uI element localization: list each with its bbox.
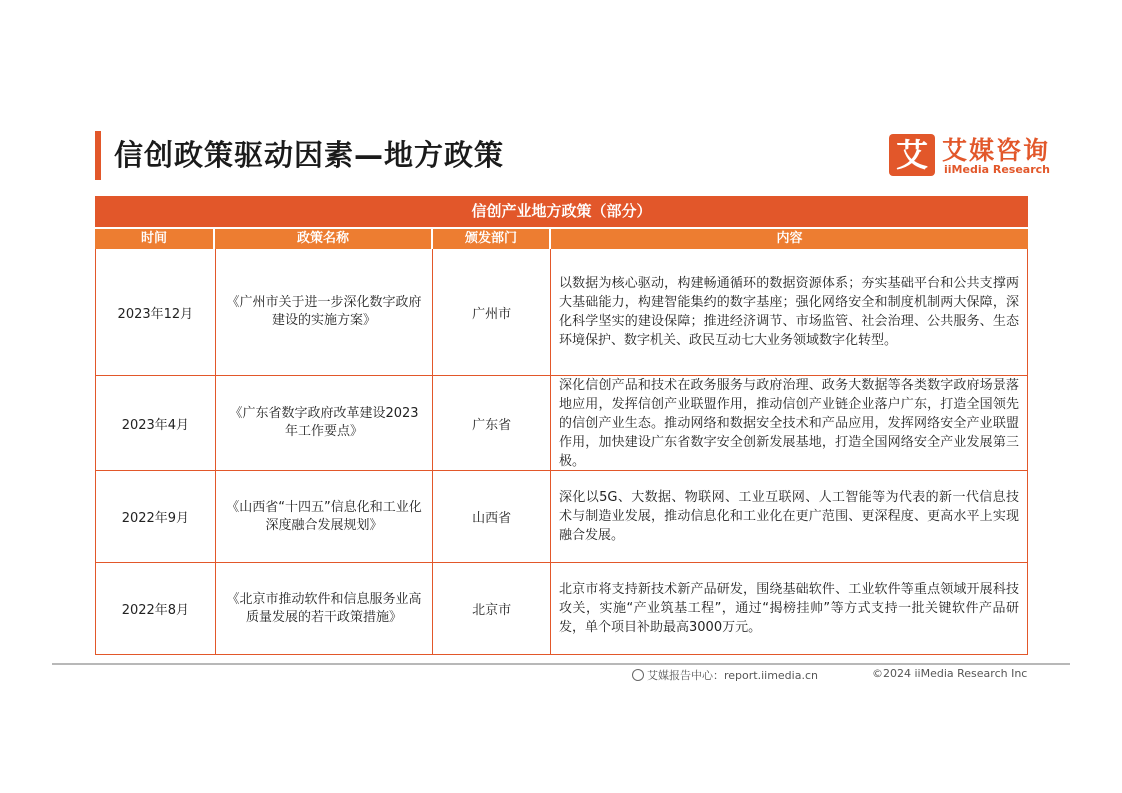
- header-department: 颁发部门: [433, 229, 551, 249]
- row-department: 广东省: [433, 376, 551, 470]
- row-policy-name: 《山西省“十四五”信息化和工业化深度融合发展规划》: [216, 471, 434, 562]
- row-content: 深化以5G、大数据、物联网、工业互联网、人工智能等为代表的新一代信息技术与制造业发展，推动信息化和工业化在更广范围、更深程度、更高水平上实现融合发展。: [559, 490, 1019, 543]
- footer-divider: [52, 663, 1070, 665]
- footer-source-text: 艾媒报告中心：report.iimedia.cn: [647, 669, 818, 682]
- title-accent-bar: [95, 131, 101, 180]
- page-title: 信创政策驱动因素—地方政策: [114, 138, 505, 172]
- table-body: [95, 249, 1028, 655]
- table-title: 信创产业地方政策（部分）: [95, 196, 1028, 227]
- row-content: 深化信创产品和技术在政务服务与政府治理、政务大数据等各类数字政府场景落地应用，发挥信创产业联盟作用，推动信创产业链企业落户广东，打造全国领先的信创产业生态。推动网络和数据安全技术和产品应用，发挥网络安全产业联盟作用，加快建设广东省数字安全创新发展基地，打造全国网络安全产业发展第三极。: [559, 377, 1019, 469]
- logo-mark: 艾: [889, 134, 935, 176]
- table-header-row: [95, 229, 1028, 249]
- row-department: 山西省: [433, 471, 551, 562]
- policy-table: [95, 196, 1028, 655]
- row-content: 北京市将支持新技术新产品研发，围绕基础软件、工业软件等重点领域开展科技攻关，实施“产业筑基工程”，通过“揭榜挂帅”等方式支持一批关键软件产品研发，单个项目补助最高3000万元。: [559, 582, 1019, 635]
- row-department: 广州市: [433, 249, 551, 375]
- logo-name-cn: 艾媒咨询: [942, 136, 1051, 165]
- row-policy-name: 《北京市推动软件和信息服务业高质量发展的若干政策措施》: [216, 563, 434, 654]
- report-center-icon: [632, 669, 644, 681]
- row-date: 2022年8月: [96, 563, 216, 654]
- table-row: [96, 470, 1027, 562]
- row-policy-name: 《广东省数字政府改革建设2023年工作要点》: [216, 376, 434, 470]
- table-row: [96, 375, 1027, 470]
- row-department: 北京市: [433, 563, 551, 654]
- header-date: 时间: [95, 229, 215, 249]
- footer-source: [632, 667, 818, 683]
- row-policy-name: 《广州市关于进一步深化数字政府建设的实施方案》: [216, 249, 434, 375]
- table-row: [96, 562, 1027, 654]
- row-content: 以数据为核心驱动，构建畅通循环的数据资源体系；夯实基础平台和公共支撑两大基础能力，构建智能集约的数字基座；强化网络安全和制度机制两大保障，深化科学坚实的建设保障；推进经济调节、市场监管、社会治理、公共服务、生态环境保护、数字机关、政民互动七大业务领域数字化转型。: [559, 276, 1019, 348]
- table-row: [96, 249, 1027, 375]
- iimedia-logo: [889, 132, 1059, 180]
- footer-copyright: ©2024 iiMedia Research Inc: [872, 667, 1028, 680]
- header-content: 内容: [551, 229, 1028, 249]
- row-date: 2023年4月: [96, 376, 216, 470]
- row-date: 2022年9月: [96, 471, 216, 562]
- header-policy-name: 政策名称: [215, 229, 433, 249]
- row-date: 2023年12月: [96, 249, 216, 375]
- logo-name-en: iiMedia Research: [944, 163, 1050, 176]
